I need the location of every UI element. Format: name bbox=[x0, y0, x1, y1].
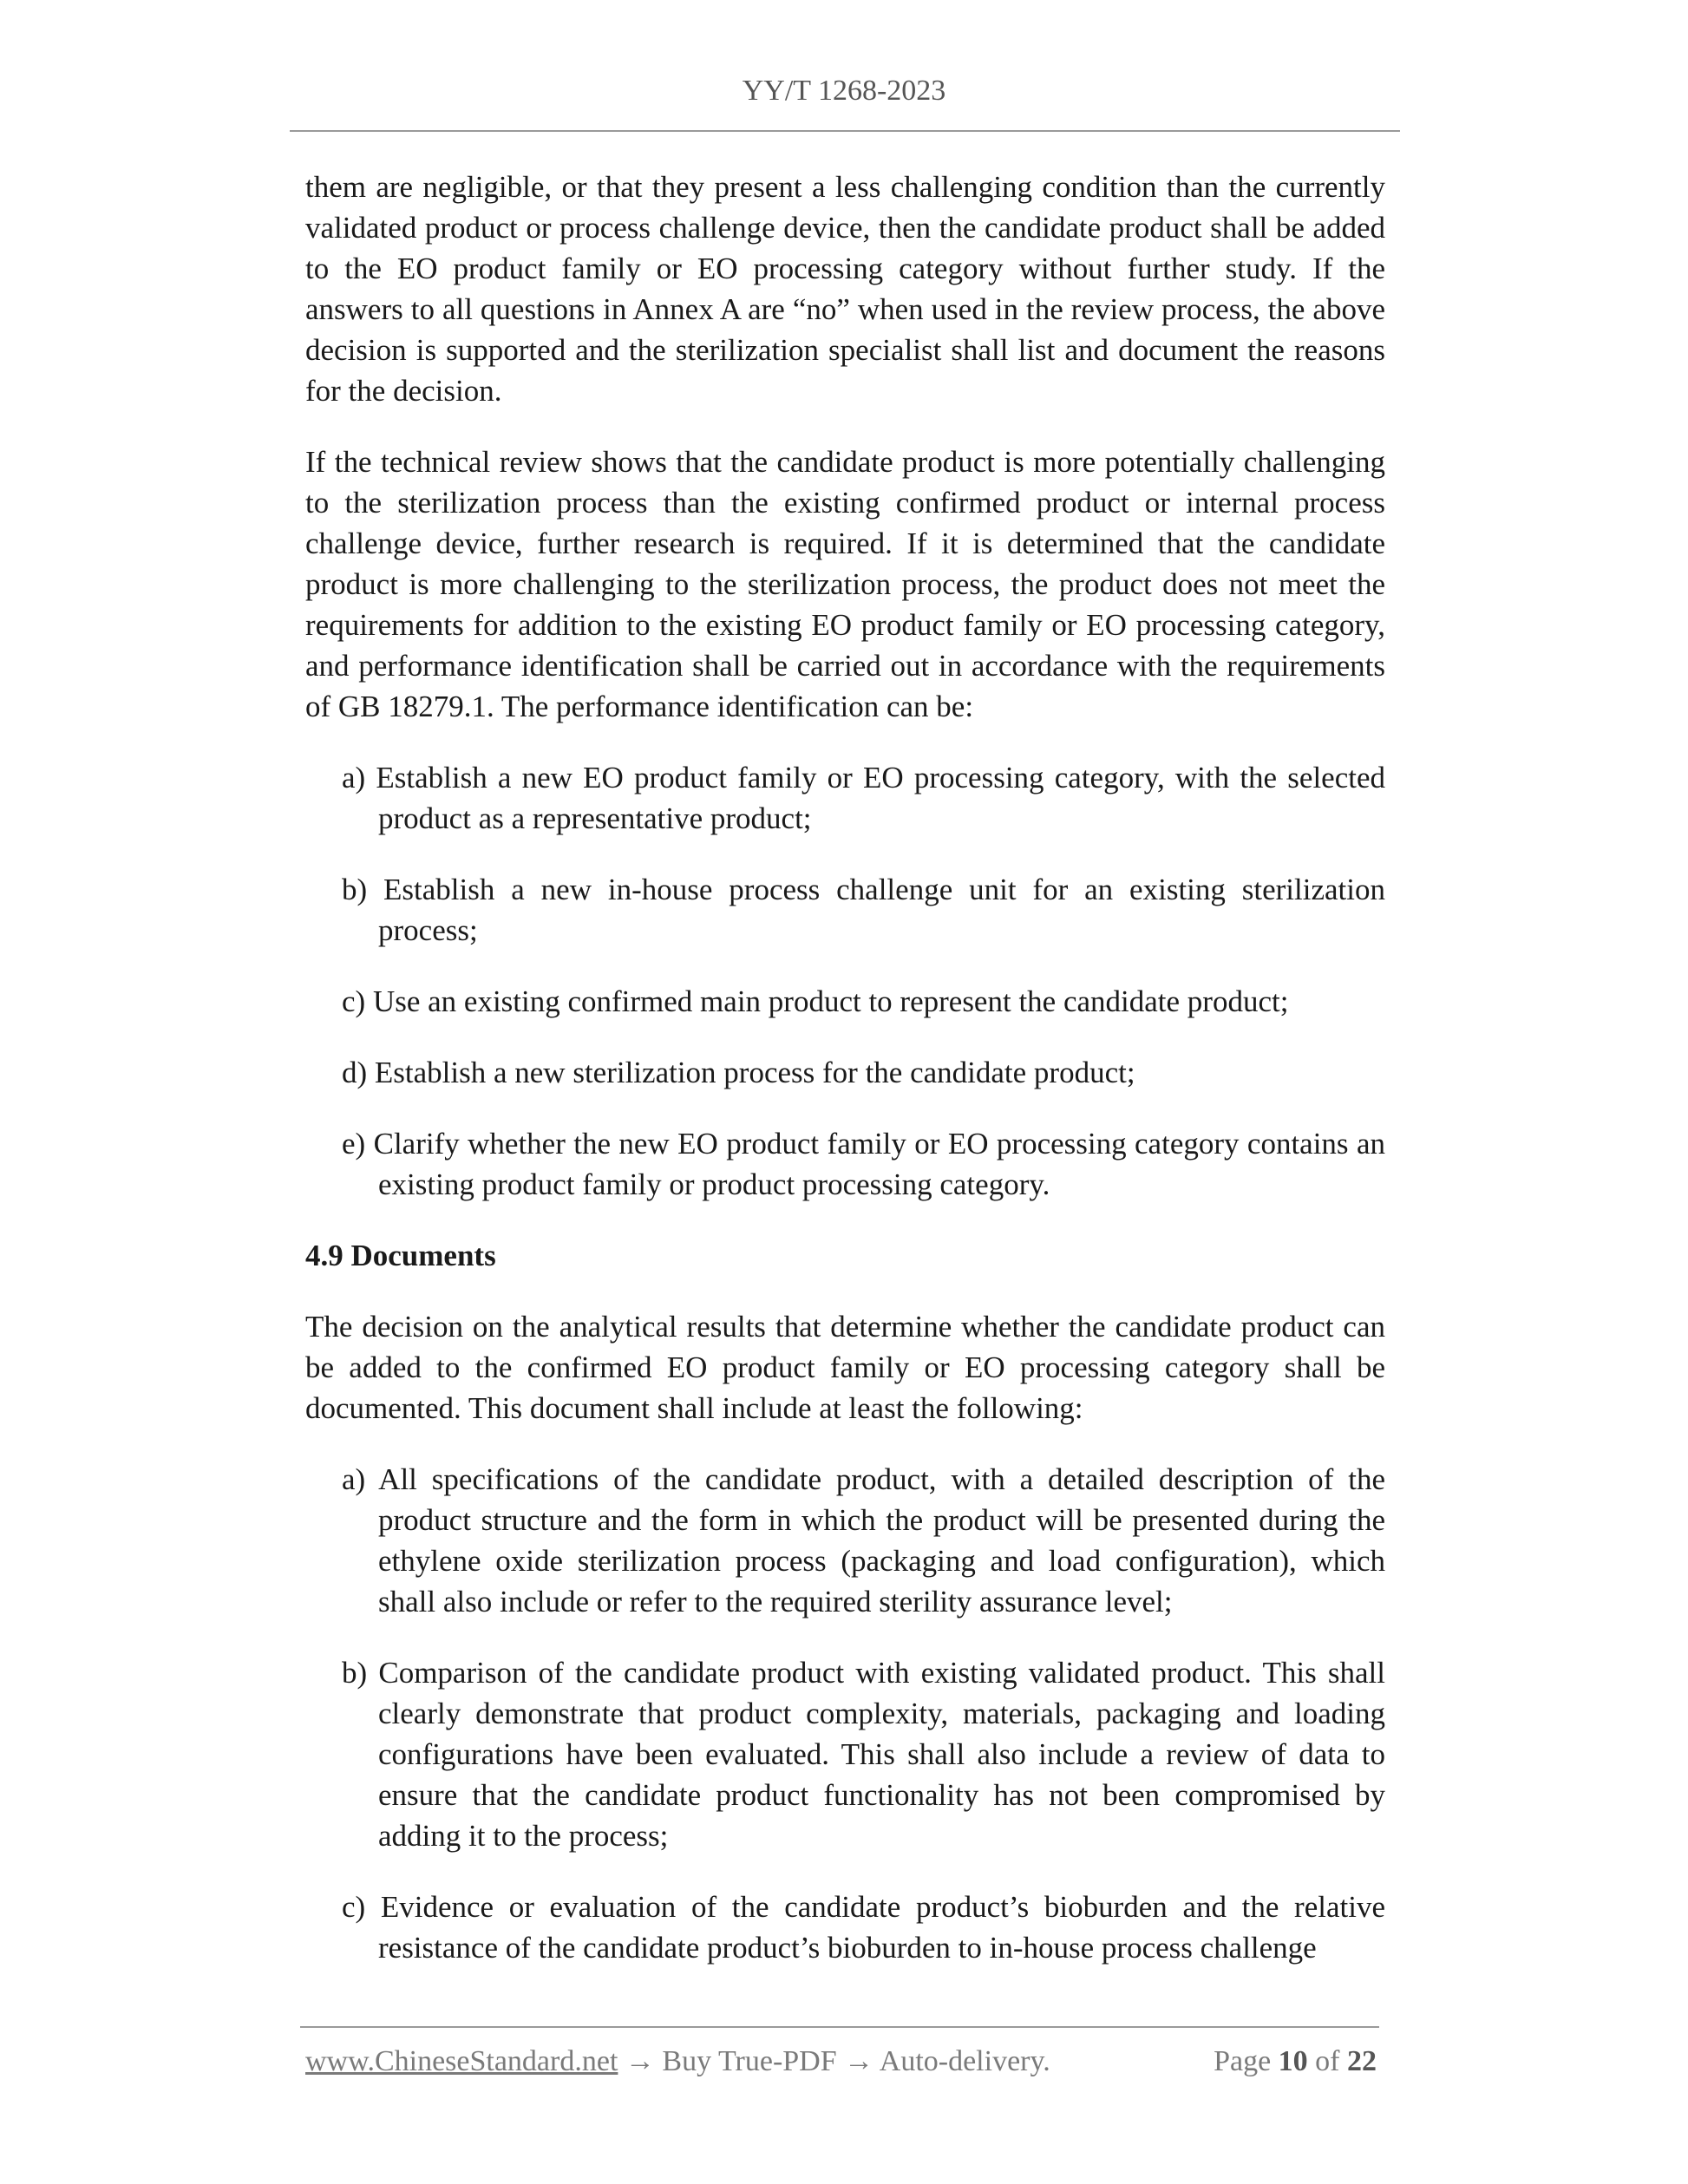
header-divider bbox=[290, 130, 1400, 132]
page-header bbox=[0, 75, 1688, 108]
arrow-icon: → bbox=[618, 2045, 663, 2077]
current-page: 10 bbox=[1278, 2045, 1308, 2077]
list-item: e) Clarify whether the new EO product family or EO processing category contains an existing product family or product processing category. bbox=[342, 1127, 1385, 1201]
list-item: b) Comparison of the candidate product with existing validated product. This shall clearly demonstrate that product complexity, materials, packaging and loading configurations have been evaluated. This shall also include a review of data to ensure that the candidate product functionality has not been compromised by adding it to the process; bbox=[342, 1656, 1385, 1853]
paragraph-2: If the technical review shows that the candidate product is more potentially challenging to the sterilization process than the existing confirmed product or internal process challenge device, further research is required. If it is determined that the candidate product is more challenging to the sterilization process, the product does not meet the requirements for addition to the existing EO product family or EO processing category, and performance identification shall be carried out in accordance with the requirements of GB 18279.1. The performance identification can be: bbox=[305, 445, 1385, 723]
page-of-label: of bbox=[1315, 2045, 1340, 2077]
section-heading: 4.9 Documents bbox=[305, 1239, 496, 1272]
standard-code: YY/T 1268-2023 bbox=[742, 75, 946, 107]
list-item: b) Establish a new in-house process challenge unit for an existing sterilization process; bbox=[342, 873, 1385, 947]
list-item: a) All specifications of the candidate product, with a detailed description of the product structure and the form in which the product will be presented during the ethylene oxide sterilization process (packaging and load configuration), which shall also include or refer to the required sterility assurance level; bbox=[342, 1462, 1385, 1618]
buy-true-pdf-text: Buy True-PDF bbox=[662, 2045, 837, 2077]
list-item: c) Use an existing confirmed main product to represent the candidate product; bbox=[342, 984, 1289, 1018]
arrow-icon: → bbox=[836, 2045, 880, 2077]
list-item: a) Establish a new EO product family or EO processing category, with the selected product as a representative product; bbox=[342, 761, 1385, 835]
footer-divider bbox=[300, 2026, 1379, 2028]
total-pages: 22 bbox=[1347, 2045, 1377, 2077]
list-item: c) Evidence or evaluation of the candidate product’s bioburden and the relative resistance of the candidate product’s bioburden to in-house process challenge bbox=[342, 1890, 1385, 1965]
paragraph-1: them are negligible, or that they present a less challenging condition than the currently validated product or process challenge device, then the candidate product shall be added to the EO product family or EO processing category without further study. If the answers to all questions in Annex A are “no” when used in the review process, the above decision is supported and the sterilization specialist shall list and document the reasons for the decision. bbox=[305, 170, 1385, 408]
page-number bbox=[1214, 2045, 1377, 2078]
site-link[interactable]: www.ChineseStandard.net bbox=[305, 2045, 618, 2077]
paragraph-3: The decision on the analytical results that determine whether the candidate product can be added to the confirmed EO product family or EO processing category shall be documented. This document shall include at least the following: bbox=[305, 1310, 1385, 1425]
list-item: d) Establish a new sterilization process for the candidate product; bbox=[342, 1056, 1135, 1089]
page-label: Page bbox=[1214, 2045, 1272, 2077]
identification-options-list bbox=[305, 757, 1385, 1205]
documentation-requirements-list bbox=[305, 1459, 1385, 1968]
auto-delivery-text: Auto-delivery. bbox=[879, 2045, 1050, 2077]
footer-promo bbox=[305, 2045, 1050, 2078]
document-body bbox=[305, 167, 1385, 1998]
